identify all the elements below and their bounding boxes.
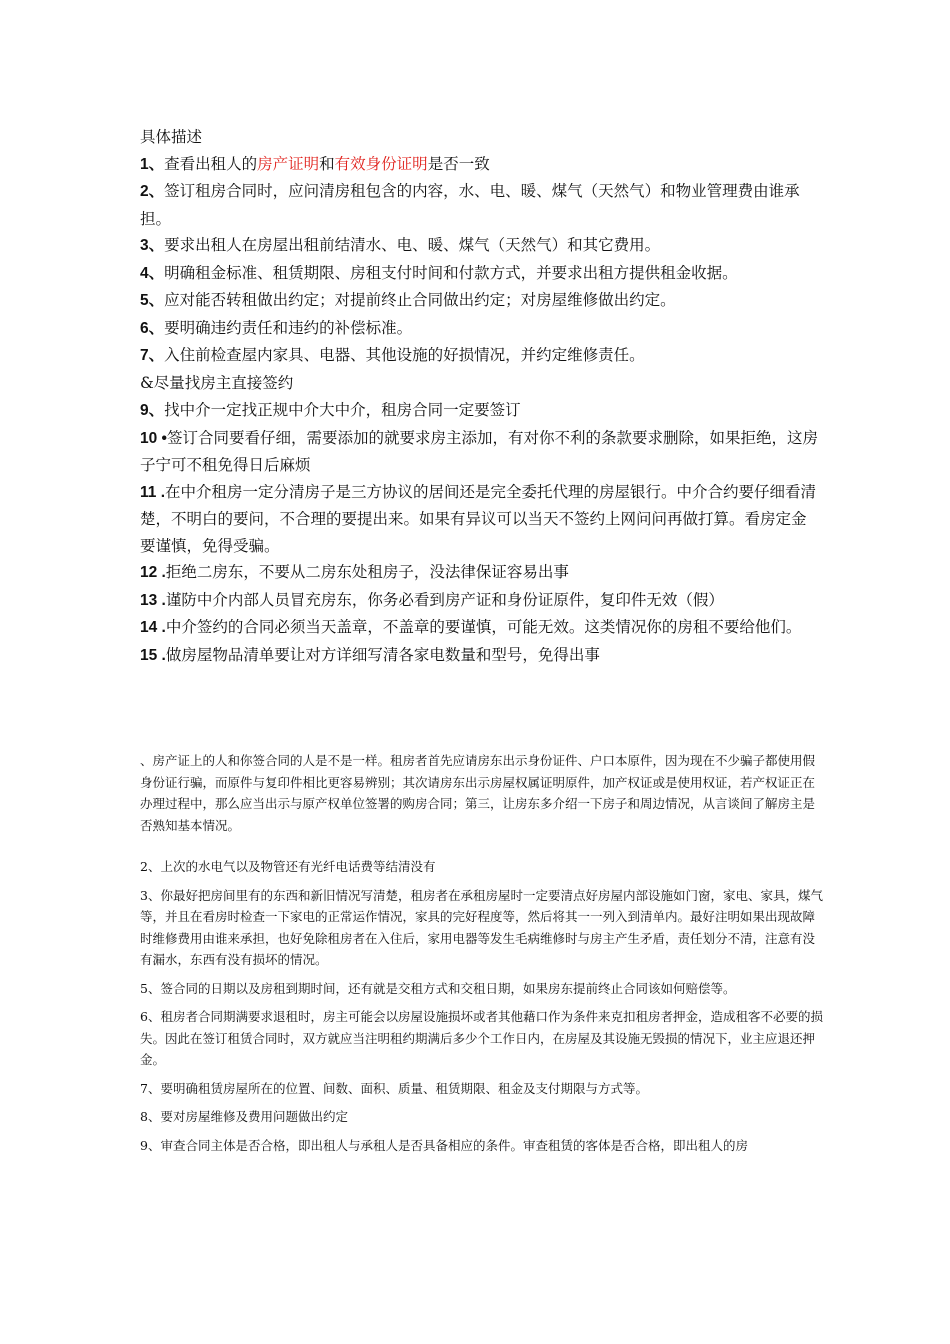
highlight-property-certificate: 房产证明: [257, 154, 320, 173]
item-number: 10 •: [140, 429, 167, 447]
list-item: [140, 1006, 825, 1071]
item-text: 中介签约的合同必须当天盖章，不盖章的要谨慎，可能无效。这类情况你的房租不要给他们。: [165, 618, 802, 636]
list-item: [140, 559, 820, 587]
list-item: [140, 151, 820, 179]
rental-tips-section: [140, 124, 820, 669]
item-text: 签订租房合同时，应问清房租包含的内容，水、电、暖、煤气（天然气）和物业管理费由谁承担。: [140, 182, 800, 228]
item-number: 14 .: [140, 619, 166, 636]
section-title: 具体描述: [140, 128, 203, 146]
list-item: [140, 1078, 825, 1100]
list-item: [140, 642, 820, 670]
list-item: [140, 178, 820, 232]
item-text: 上次的水电气以及物管还有光纤电话费等结清没有: [160, 859, 436, 874]
item-number: 3、: [140, 237, 165, 254]
item-text: 拒绝二房东，不要从二房东处租房子，没法律保证容易出事: [165, 563, 569, 581]
list-item: [140, 978, 825, 1000]
item-text: 要明确违约责任和违约的补偿标准。: [164, 318, 413, 337]
item-number: 2、: [140, 859, 161, 874]
list-item: [140, 342, 820, 370]
item-text: 找中介一定找正规中介大中介，租房合同一定要签订: [164, 401, 521, 419]
highlight-id-certificate: 有效身份证明: [334, 154, 428, 173]
item-text: 审查合同主体是否合格，即出租人与承租人是否具备相应的条件。审查租赁的客体是否合格，即出租人的房: [160, 1137, 748, 1153]
item-text: 要明确租赁房屋所在的位置、间数、面积、质量、租赁期限、租金及支付期限与方式等。: [160, 1080, 648, 1096]
item-number: 1、: [140, 155, 165, 173]
item-text: 、房产证上的人和你签合同的人是不是一样。租房者首先应请房东出示身份证件、户口本原件，因为现在不少骗子都使用假身份证行骗，而原件与复印件相比更容易辨别；其次请房东出示房屋权属证明原件，加产权证或是使用权证，若产权证正在办理过程中，那么应当出示与原产权单位签署的购房合同；第三，让房东多介绍一下房子和周边情况，从言谈间了解房主是否熟知基本情况。: [140, 753, 816, 833]
item-text: 谨防中介内部人员冒充房东，你务必看到房产证和身份证原件，复印件无效（假）: [165, 590, 724, 609]
item-text: 查看出租人的: [164, 154, 258, 173]
list-item: [140, 856, 825, 878]
item-number: 9、: [140, 1137, 161, 1153]
item-text: 签合同的日期以及房租到期时间，还有就是交租方式和交租日期，如果房东提前终止合同该如何赔偿等。: [160, 980, 736, 996]
item-number: 2、: [140, 183, 165, 200]
item-text: 要对房屋维修及费用问题做出约定: [160, 1109, 348, 1124]
item-text: 你最好把房间里有的东西和新旧情况写清楚，租房者在承租房屋时一定要清点好房屋内部设施如门窗，家电、家具，煤气等，并且在看房时检查一下家电的正常运作情况，家具的完好程度等，然后将其一一列入到清单内。最好注明如果出现故障时维修费用由谁来承担，也好免除租房者在入住后，家用电器等发生毛病维修时与房主产生矛盾，责任划分不清，注意有没有漏水，东西有没有损坏的情况。: [140, 887, 823, 967]
item-number: 13 .: [140, 591, 166, 609]
item-text: 做房屋物品清单要让对方详细写清各家电数量和型号，免得出事: [165, 645, 600, 664]
item-number: 4、: [140, 264, 165, 282]
item-text: &尽量找房主直接签约: [140, 373, 294, 392]
list-item: [140, 750, 825, 836]
item-number: 9、: [140, 402, 165, 419]
item-number: 5、: [140, 980, 161, 996]
item-number: 7、: [140, 1080, 161, 1096]
list-item: [140, 1135, 825, 1157]
item-number: 7、: [140, 347, 165, 364]
additional-notes-section: [140, 750, 825, 1163]
item-number: 6、: [140, 1009, 161, 1024]
list-item: [140, 315, 820, 343]
list-item: [140, 885, 825, 971]
list-item: [140, 425, 820, 479]
list-item: [140, 614, 820, 642]
item-number: 6、: [140, 319, 165, 337]
item-text: 在中介租房一定分清房子是三方协议的居间还是完全委托代理的房屋银行。中介合约要仔细看清楚，不明白的要问，不合理的要提出来。如果有异议可以当天不签约上网问问再做打算。看房定金要谨慎，免得受骗。: [140, 482, 817, 555]
list-item: [140, 1106, 825, 1128]
item-text: 要求出租人在房屋出租前结清水、电、暖、煤气（天然气）和其它费用。: [164, 236, 661, 254]
list-item: [140, 287, 820, 315]
item-text: 应对能否转租做出约定；对提前终止合同做出约定；对房屋维修做出约定。: [164, 291, 676, 309]
list-item: [140, 587, 820, 615]
item-number: 11 .: [140, 483, 165, 501]
item-text: 签订合同要看仔细，需要添加的就要求房主添加，有对你不利的条款要求删除，如果拒绝，这房子宁可不租免得日后麻烦: [140, 428, 818, 474]
list-item: [140, 260, 820, 288]
item-text: 和: [319, 154, 335, 173]
item-text: 入住前检查屋内家具、电器、其他设施的好损情况，并约定维修责任。: [164, 346, 645, 364]
item-number: 8、: [140, 1109, 161, 1124]
item-number: 3、: [140, 887, 161, 903]
list-item: [140, 232, 820, 260]
list-item: [140, 397, 820, 425]
list-item: [140, 370, 820, 398]
item-text: 是否一致: [427, 154, 490, 173]
item-number: 12 .: [140, 564, 166, 581]
item-text: 明确租金标准、租赁期限、房租支付时间和付款方式，并要求出租方提供租金收据。: [164, 263, 738, 282]
item-number: 15 .: [140, 646, 166, 664]
item-number: 5、: [140, 292, 165, 309]
list-item: [140, 479, 820, 560]
item-text: 租房者合同期满要求退租时，房主可能会以房屋设施损坏或者其他藉口作为条件来克扣租房者押金，造成租客不必要的损失。因此在签订租赁合同时，双方就应当注明租约期满后多少个工作日内，在房屋及其设施无毁损的情况下，业主应退还押金。: [140, 1009, 823, 1067]
